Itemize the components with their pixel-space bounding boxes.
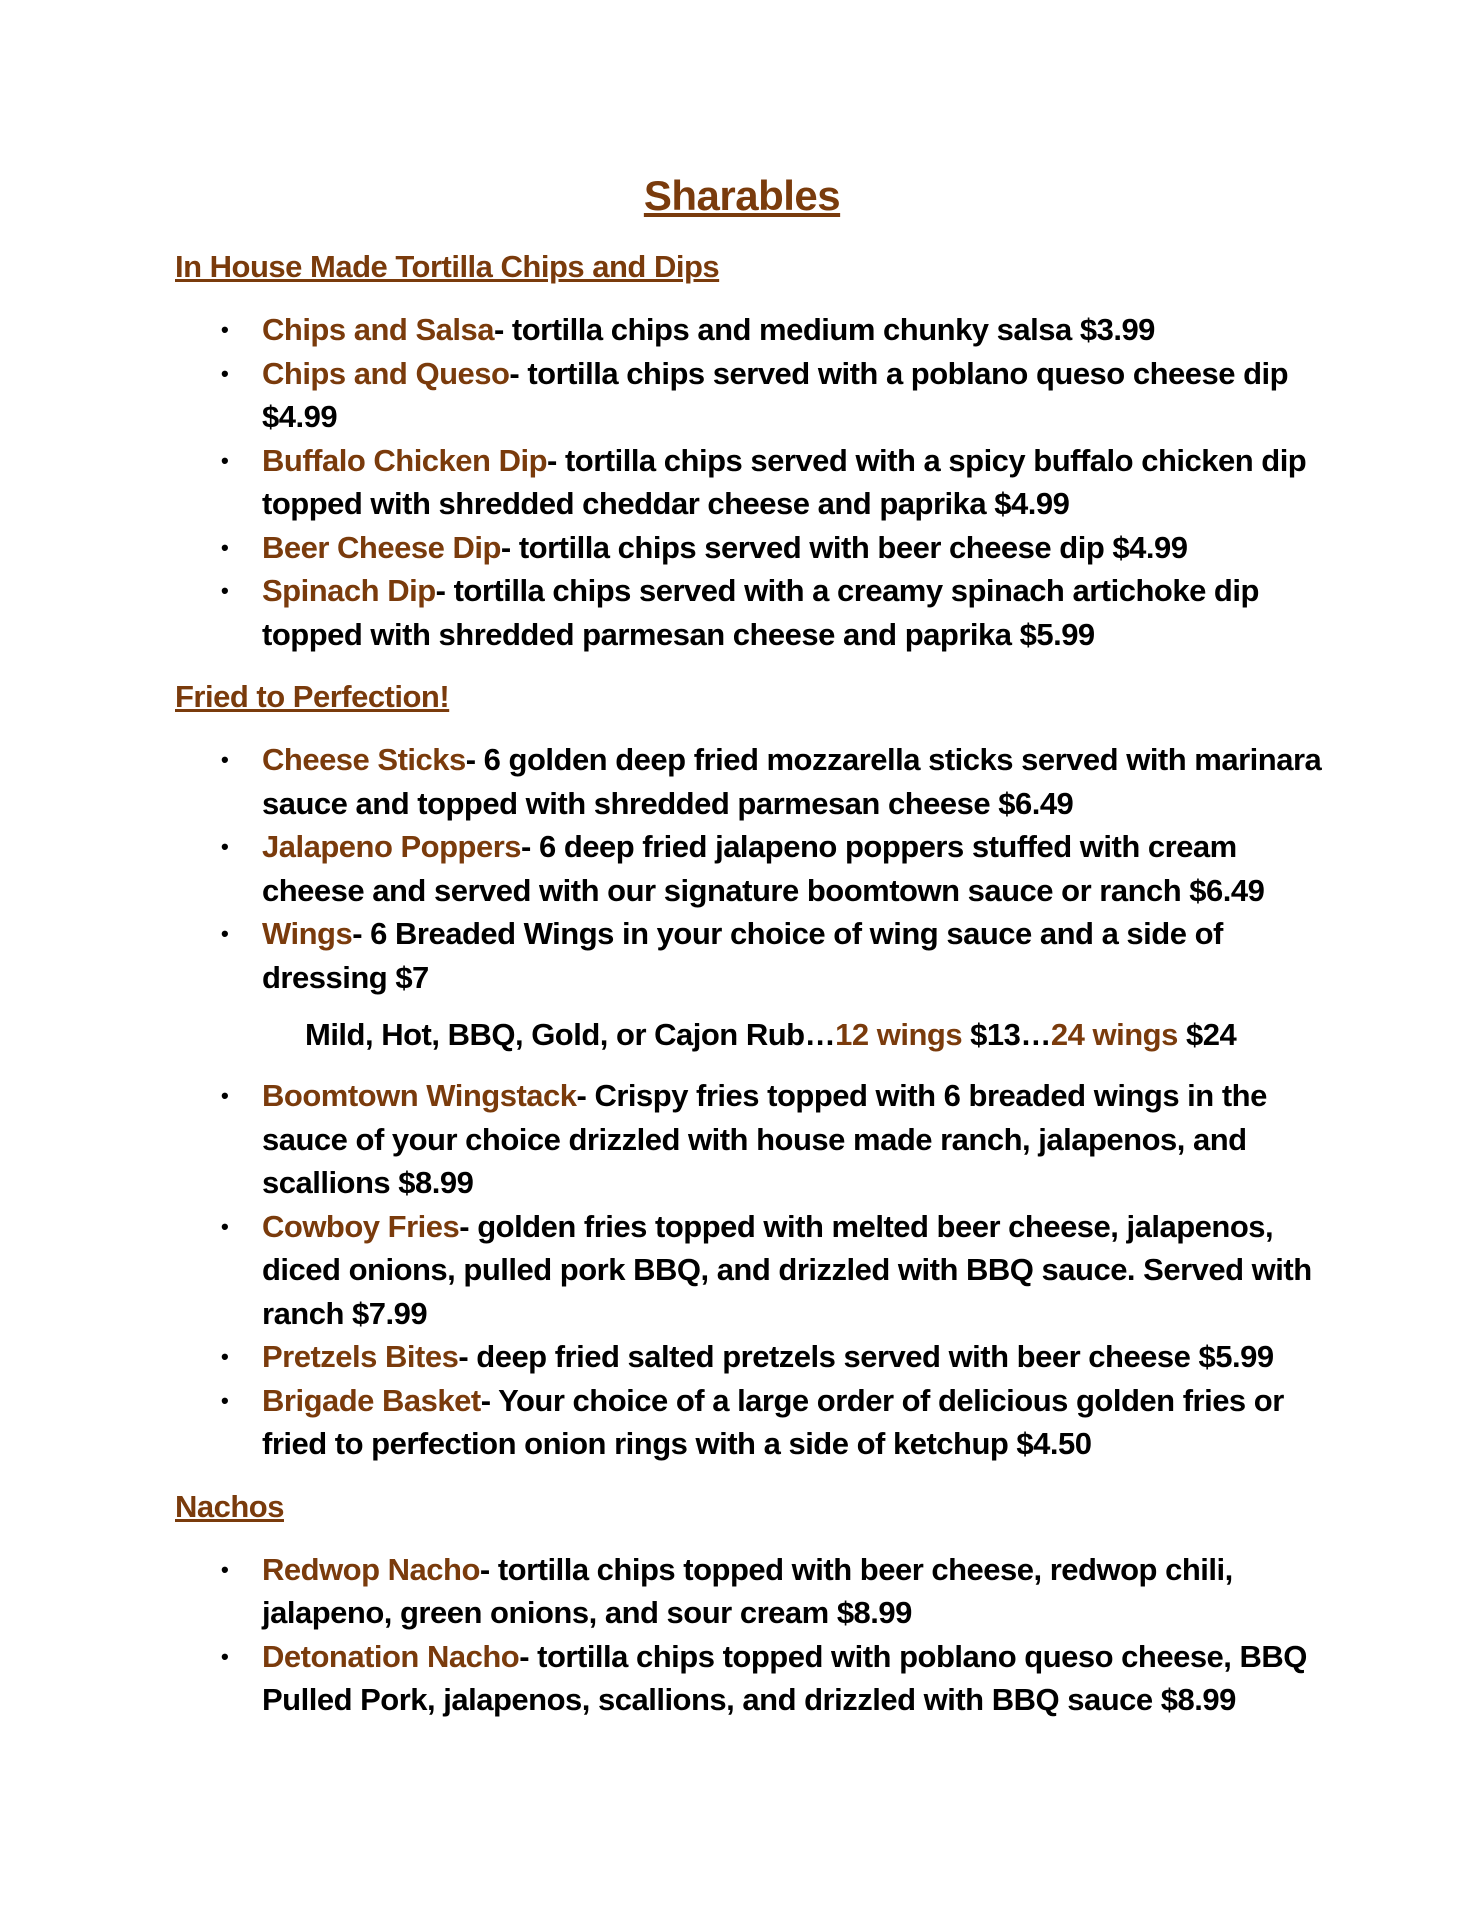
- list-item: [175, 1379, 1335, 1466]
- wing-options-line: [175, 1013, 1335, 1056]
- wing-option-24-price: $24: [1177, 1017, 1237, 1052]
- item-description: - Crispy fries topped with 6 breaded wings in the sauce of your choice drizzled with house made ranch, jalapenos, and scallions $8.99: [262, 1078, 1267, 1200]
- list-item: [175, 569, 1335, 656]
- list-item: [175, 526, 1335, 570]
- item-name: Cheese Sticks: [262, 742, 466, 777]
- wing-flavors: Mild, Hot, BBQ, Gold, or Cajon Rub…: [305, 1017, 836, 1052]
- item-name: Detonation Nacho: [262, 1638, 520, 1674]
- fried-list-b: [175, 1074, 1335, 1466]
- list-item: [175, 308, 1335, 352]
- page-title: Sharables: [643, 172, 841, 219]
- item-name: Pretzels Bites: [262, 1339, 459, 1374]
- item-description: - tortilla chips topped with poblano queso cheese, BBQ Pulled Pork, jalapenos, scallions, and drizzled with BBQ sauce $8.99: [262, 1638, 1307, 1717]
- bullet-icon: •: [221, 1643, 229, 1669]
- item-description: - tortilla chips and medium chunky salsa $3.99: [493, 312, 1155, 347]
- item-description: - tortilla chips served with a poblano queso cheese dip $4.99: [262, 355, 1289, 434]
- wing-option-24-label: 24 wings: [1050, 1017, 1178, 1052]
- bullet-icon: •: [221, 1083, 229, 1108]
- list-item: [175, 1205, 1335, 1336]
- item-description: - 6 Breaded Wings in your choice of wing sauce and a side of dressing $7: [262, 916, 1223, 995]
- item-description: - tortilla chips served with beer cheese dip $4.99: [500, 529, 1188, 565]
- bullet-icon: •: [221, 834, 229, 859]
- section-heading-chips-dips: In House Made Tortilla Chips and Dips: [175, 249, 720, 284]
- item-name: Buffalo Chicken Dip: [262, 442, 548, 478]
- item-name: Redwop Nacho: [262, 1551, 480, 1587]
- nachos-list: [175, 1548, 1335, 1722]
- list-item: [175, 738, 1335, 825]
- bullet-icon: •: [221, 1387, 229, 1413]
- bullet-icon: •: [221, 1556, 229, 1582]
- bullet-icon: •: [221, 921, 229, 946]
- list-item: [175, 439, 1335, 526]
- bullet-icon: •: [221, 447, 229, 473]
- item-description: - golden fries topped with melted beer cheese, jalapenos, diced onions, pulled pork BBQ, and drizzled with BBQ sauce. Served with ranch $7.99: [262, 1208, 1312, 1331]
- menu-content: [175, 248, 1335, 1744]
- item-name: Cowboy Fries: [262, 1208, 460, 1244]
- item-description: - tortilla chips served with a creamy spinach artichoke dip topped with shredded parmesan cheese and paprika $5.99: [262, 573, 1259, 652]
- item-name: Brigade Basket: [262, 1382, 481, 1418]
- list-item: [175, 1548, 1335, 1635]
- item-name: Chips and Salsa: [262, 312, 494, 347]
- bullet-icon: •: [221, 317, 229, 342]
- list-item: [175, 912, 1335, 999]
- bullet-icon: •: [221, 360, 229, 386]
- item-description: - 6 deep fried jalapeno poppers stuffed with cream cheese and served with our signature boomtown sauce or ranch $6.49: [262, 829, 1265, 908]
- chips-dips-list: [175, 308, 1335, 656]
- section-heading-fried: Fried to Perfection!: [175, 679, 450, 714]
- bullet-icon: •: [221, 1213, 229, 1239]
- list-item: [175, 1635, 1335, 1722]
- item-description: - Your choice of a large order of delicious golden fries or fried to perfection onion rings with a side of ketchup $4.50: [262, 1382, 1284, 1461]
- item-name: Wings: [262, 916, 353, 951]
- item-name: Chips and Queso: [262, 355, 510, 391]
- list-item: [175, 1335, 1335, 1379]
- item-description: - tortilla chips topped with beer cheese, redwop chili, jalapeno, green onions, and sour cream $8.99: [262, 1551, 1233, 1630]
- wing-option-12-label: 12 wings: [835, 1017, 963, 1052]
- item-description: - tortilla chips served with a spicy buffalo chicken dip topped with shredded cheddar cheese and paprika $4.99: [262, 442, 1307, 521]
- item-name: Jalapeno Poppers: [262, 829, 522, 864]
- item-description: - deep fried salted pretzels served with beer cheese $5.99: [458, 1339, 1274, 1374]
- item-description: - 6 golden deep fried mozzarella sticks served with marinara sauce and topped with shredded parmesan cheese $6.49: [262, 742, 1322, 821]
- item-name: Beer Cheese Dip: [262, 529, 501, 565]
- section-heading-nachos: Nachos: [175, 1488, 284, 1524]
- bullet-icon: •: [221, 747, 229, 772]
- list-item: [175, 825, 1335, 912]
- list-item: [175, 1074, 1335, 1205]
- bullet-icon: •: [221, 578, 229, 603]
- bullet-icon: •: [221, 534, 229, 560]
- wing-option-12-price: $13…: [962, 1017, 1051, 1052]
- item-name: Boomtown Wingstack: [262, 1078, 577, 1113]
- fried-list-a: [175, 738, 1335, 999]
- list-item: [175, 352, 1335, 439]
- item-name: Spinach Dip: [262, 573, 436, 608]
- bullet-icon: •: [221, 1344, 229, 1369]
